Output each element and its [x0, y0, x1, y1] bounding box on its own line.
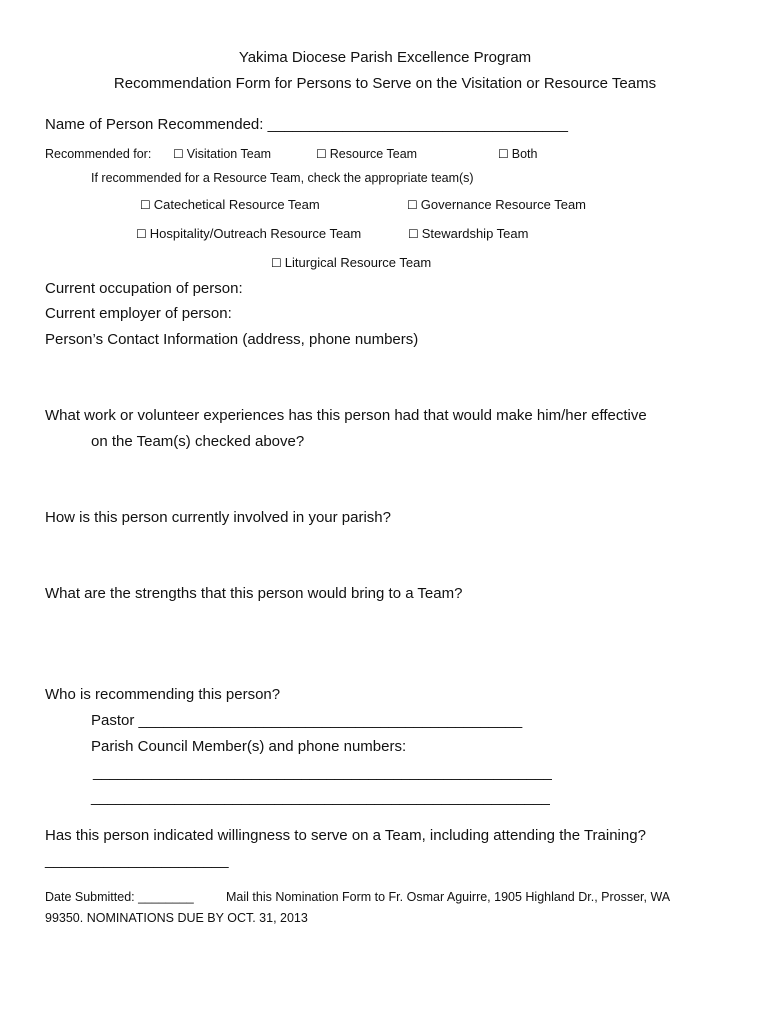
willingness-question: Has this person indicated willingness to serve on a Team, including attending the Training?	[45, 827, 646, 844]
strengths-question: What are the strengths that this person would bring to a Team?	[45, 585, 463, 602]
checkbox-icon: ☐	[407, 198, 418, 212]
checkbox-icon: ☐	[408, 227, 419, 241]
experience-question-continued: on the Team(s) checked above?	[91, 433, 305, 450]
stewardship-team-option	[408, 227, 528, 240]
checkbox-icon: ☐	[316, 147, 327, 161]
resource-team-instruction: If recommended for a Resource Team, check the appropriate team(s)	[91, 171, 474, 185]
recommended-for-label: Recommended for:	[45, 147, 152, 161]
contact-info-field: Person’s Contact Information (address, phone numbers)	[45, 331, 419, 348]
catechetical-team-option	[140, 198, 320, 211]
checkbox-icon: ☐	[498, 147, 509, 161]
council-member-line-2: _______________________________________________________	[91, 789, 550, 806]
form-title: Yakima Diocese Parish Excellence Program	[238, 49, 532, 66]
both-option	[498, 148, 537, 161]
checkbox-icon: ☐	[173, 147, 184, 161]
governance-team-option	[407, 198, 586, 211]
liturgical-team-option	[271, 256, 431, 269]
option-label: Hospitality/Outreach Resource Team	[149, 226, 362, 241]
checkbox-icon: ☐	[271, 256, 282, 270]
option-label: Both	[511, 147, 538, 161]
willingness-answer-line: ______________________	[45, 852, 229, 869]
council-member-line-1: _______________________________________________________	[93, 764, 552, 781]
checkbox-icon: ☐	[136, 227, 147, 241]
option-label: Governance Resource Team	[420, 197, 587, 212]
hospitality-team-option	[136, 227, 361, 240]
option-label: Visitation Team	[186, 147, 272, 161]
checkbox-icon: ☐	[140, 198, 151, 212]
experience-question: What work or volunteer experiences has this person had that would make him/her effective	[45, 407, 647, 424]
involvement-question: How is this person currently involved in your parish?	[45, 509, 391, 526]
employer-field: Current employer of person:	[45, 305, 232, 322]
recommender-question: Who is recommending this person?	[45, 686, 281, 703]
council-members-label: Parish Council Member(s) and phone numbers:	[91, 738, 407, 755]
option-label: Stewardship Team	[421, 226, 529, 241]
mail-instructions: Mail this Nomination Form to Fr. Osmar Aguirre, 1905 Highland Dr., Prosser, WA	[226, 890, 671, 904]
date-submitted-field: Date Submitted: ________	[45, 890, 194, 904]
visitation-team-option	[173, 148, 271, 161]
nomination-deadline: 99350. NOMINATIONS DUE BY OCT. 31, 2013	[45, 911, 308, 925]
option-label: Liturgical Resource Team	[284, 255, 432, 270]
form-subtitle: Recommendation Form for Persons to Serve on the Visitation or Resource Teams	[113, 75, 657, 92]
name-of-person-field: Name of Person Recommended: ____________________________________	[45, 116, 568, 133]
occupation-field: Current occupation of person:	[45, 280, 243, 297]
resource-team-option	[316, 148, 417, 161]
option-label: Resource Team	[329, 147, 418, 161]
option-label: Catechetical Resource Team	[153, 197, 320, 212]
pastor-field: Pastor ______________________________________________	[91, 712, 523, 729]
